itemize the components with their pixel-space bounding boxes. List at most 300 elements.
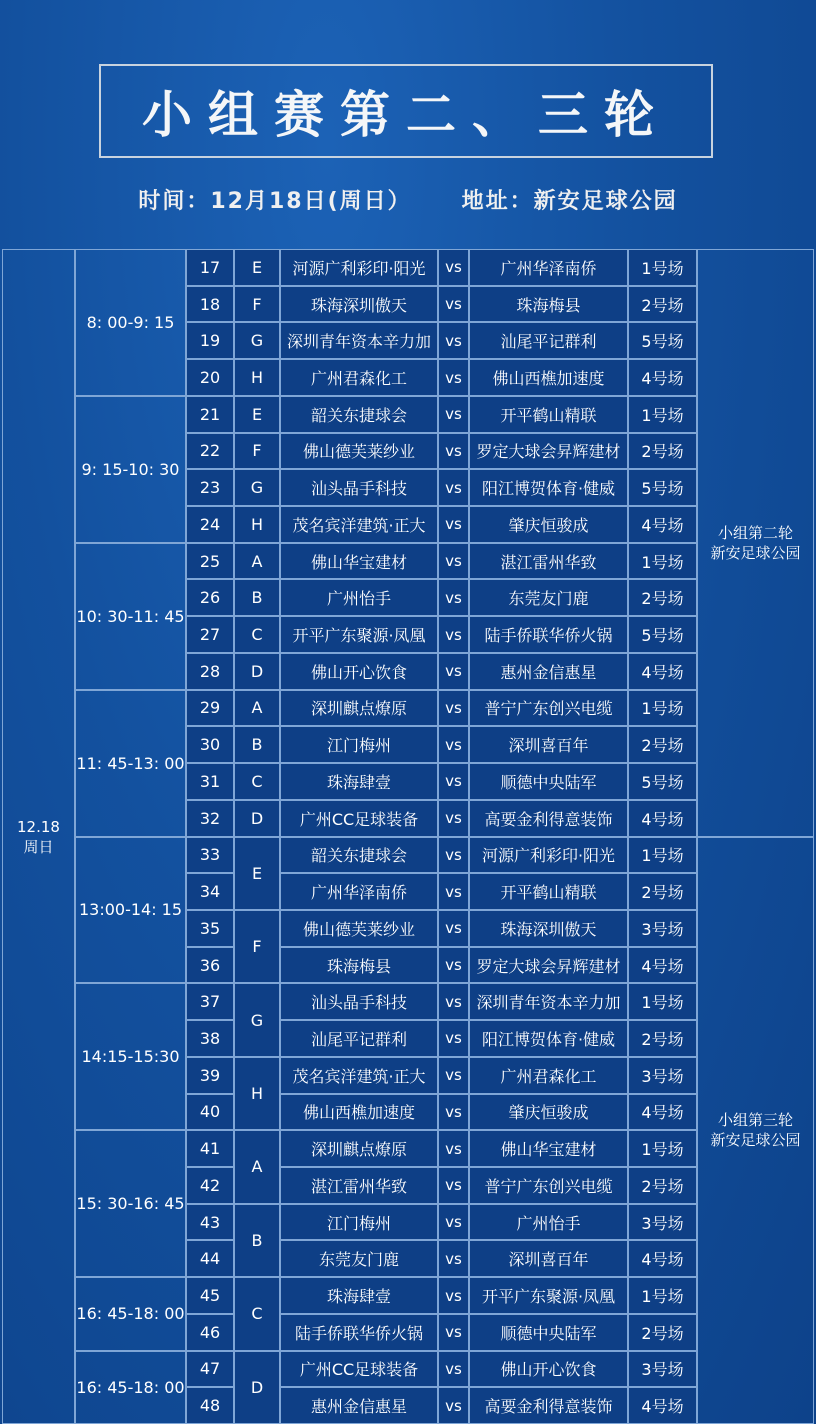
away-team-name: 开平鹤山精联 [500, 405, 597, 425]
group-label: B [251, 1230, 263, 1250]
field-label: 4号场 [641, 809, 684, 829]
vs-cell [438, 983, 469, 1020]
away-team-name: 阳江博贺体育·健威 [481, 479, 616, 499]
match-number: 19 [199, 331, 221, 351]
match-number: 32 [199, 808, 221, 828]
away-team-cell [469, 910, 628, 947]
vs-cell [438, 837, 469, 874]
home-team-cell [280, 543, 438, 580]
vs-cell [438, 1167, 469, 1204]
vs-label: vs [445, 1029, 462, 1048]
field-label: 4号场 [641, 956, 684, 976]
away-team-cell [469, 726, 628, 763]
match-number-cell [186, 837, 234, 874]
home-team-name: 河源广利彩印·阳光 [292, 258, 426, 278]
title-frame [99, 64, 713, 158]
home-team-cell [280, 322, 438, 359]
away-team-cell [469, 616, 628, 653]
group-cell [234, 726, 280, 763]
vs-label: vs [445, 441, 462, 460]
home-team-name: 茂名宾洋建筑·正大 [292, 1066, 426, 1086]
away-team-cell [469, 506, 628, 543]
away-team-cell [469, 469, 628, 506]
home-team-cell [280, 433, 438, 470]
away-team-cell [469, 249, 628, 286]
home-team-name: 佛山德芙莱纱业 [302, 919, 415, 939]
field-label: 4号场 [641, 369, 684, 389]
vs-label: vs [445, 698, 462, 717]
field-label: 2号场 [641, 1323, 684, 1343]
away-team-cell [469, 1204, 628, 1241]
field-label: 3号场 [641, 1066, 684, 1086]
group-cell [234, 396, 280, 433]
home-team-name: 湛江雷州华致 [310, 1176, 407, 1196]
away-team-name: 广州华泽南侨 [500, 258, 597, 278]
time-slot-cell [75, 837, 186, 984]
away-team-name: 珠海深圳傲天 [500, 919, 597, 939]
group-cell [234, 616, 280, 653]
match-number: 20 [199, 368, 221, 388]
venue-label: 新安足球公园 [710, 543, 801, 562]
match-number: 41 [199, 1139, 221, 1159]
home-team-name: 深圳麒点燎原 [310, 699, 407, 719]
match-number-cell [186, 1240, 234, 1277]
away-team-cell [469, 947, 628, 984]
away-team-name: 湛江雷州华致 [500, 552, 597, 572]
field-cell [628, 910, 697, 947]
group-label: C [251, 625, 263, 645]
field-label: 2号场 [641, 442, 684, 462]
vs-cell [438, 249, 469, 286]
match-number: 29 [199, 698, 221, 718]
away-team-name: 珠海梅县 [516, 295, 581, 315]
vs-label: vs [445, 1066, 462, 1085]
vs-label: vs [445, 368, 462, 387]
home-team-name: 江门梅州 [326, 736, 391, 756]
vs-cell [438, 1314, 469, 1351]
group-cell [234, 359, 280, 396]
home-team-cell [280, 726, 438, 763]
time-info: 时间：12月18日(周日） [138, 189, 412, 214]
field-label: 2号场 [641, 1029, 684, 1049]
match-number: 35 [199, 918, 221, 938]
field-cell [628, 1351, 697, 1388]
vs-label: vs [445, 588, 462, 607]
home-team-name: 珠海梅县 [326, 956, 391, 976]
match-number-cell [186, 249, 234, 286]
match-number: 40 [199, 1102, 221, 1122]
field-cell [628, 1204, 697, 1241]
match-number: 30 [199, 735, 221, 755]
home-team-name: 汕头晶手科技 [310, 479, 407, 499]
home-team-name: 茂名宾洋建筑·正大 [292, 515, 426, 535]
field-label: 1号场 [641, 699, 684, 719]
vs-label: vs [445, 1176, 462, 1195]
match-number-cell [186, 286, 234, 323]
group-label: E [251, 863, 263, 883]
group-cell [234, 506, 280, 543]
vs-cell [438, 947, 469, 984]
field-label: 5号场 [641, 332, 684, 352]
match-number: 48 [199, 1396, 221, 1416]
field-label: 3号场 [641, 919, 684, 939]
field-cell [628, 800, 697, 837]
home-team-name: 汕头晶手科技 [310, 993, 407, 1013]
field-label: 1号场 [641, 846, 684, 866]
home-team-cell [280, 1240, 438, 1277]
time-slot-cell [75, 1351, 186, 1424]
away-team-name: 陆手侨联华侨火锅 [484, 626, 613, 646]
away-team-name: 肇庆恒骏成 [508, 515, 589, 535]
away-team-cell [469, 653, 628, 690]
field-cell [628, 1277, 697, 1314]
vs-cell [438, 543, 469, 580]
match-number: 21 [199, 404, 221, 424]
away-team-cell [469, 1277, 628, 1314]
away-team-name: 佛山西樵加速度 [492, 369, 605, 389]
home-team-cell [280, 469, 438, 506]
field-label: 4号场 [641, 1397, 684, 1417]
home-team-name: 韶关东捷球会 [310, 846, 407, 866]
away-team-cell [469, 1094, 628, 1131]
away-team-cell [469, 1020, 628, 1057]
vs-label: vs [445, 1102, 462, 1121]
vs-label: vs [445, 515, 462, 534]
away-team-cell [469, 1130, 628, 1167]
away-team-cell [469, 837, 628, 874]
match-number: 46 [199, 1322, 221, 1342]
vs-label: vs [445, 1323, 462, 1342]
match-number-cell [186, 726, 234, 763]
away-team-name: 高要金利得意装饰 [484, 1397, 613, 1417]
time-slot-label: 9: 15-10: 30 [81, 459, 180, 479]
field-label: 3号场 [641, 1360, 684, 1380]
time-slot-cell [75, 396, 186, 543]
home-team-cell [280, 910, 438, 947]
home-team-cell [280, 359, 438, 396]
away-team-name: 广州怡手 [516, 1213, 581, 1233]
match-number-cell [186, 947, 234, 984]
match-number: 24 [199, 514, 221, 534]
field-cell [628, 286, 697, 323]
home-team-cell [280, 1094, 438, 1131]
match-number: 37 [199, 992, 221, 1012]
match-number-cell [186, 1020, 234, 1057]
field-label: 2号场 [641, 589, 684, 609]
group-label: E [251, 404, 263, 424]
home-team-cell [280, 286, 438, 323]
away-team-cell [469, 873, 628, 910]
field-cell [628, 543, 697, 580]
away-team-name: 开平鹤山精联 [500, 883, 597, 903]
away-team-name: 高要金利得意装饰 [484, 809, 613, 829]
field-label: 2号场 [641, 1176, 684, 1196]
field-cell [628, 433, 697, 470]
group-cell [234, 690, 280, 727]
group-cell [234, 800, 280, 837]
home-team-name: 广州君森化工 [310, 369, 407, 389]
match-number: 27 [199, 625, 221, 645]
match-number: 43 [199, 1212, 221, 1232]
vs-label: vs [445, 882, 462, 901]
home-team-cell [280, 579, 438, 616]
away-team-name: 深圳喜百年 [508, 1250, 589, 1270]
field-label: 5号场 [641, 626, 684, 646]
match-number-cell [186, 1277, 234, 1314]
group-label: G [250, 331, 264, 351]
vs-label: vs [445, 331, 462, 350]
group-label: G [250, 478, 264, 498]
match-number: 39 [199, 1065, 221, 1085]
match-number-cell [186, 469, 234, 506]
group-cell [234, 433, 280, 470]
field-cell [628, 1094, 697, 1131]
match-number-cell [186, 1130, 234, 1167]
date-label: 12.18 [17, 817, 60, 836]
away-team-cell [469, 396, 628, 433]
group-cell [234, 1204, 280, 1277]
vs-cell [438, 433, 469, 470]
away-team-cell [469, 359, 628, 396]
field-label: 1号场 [641, 552, 684, 572]
home-team-name: 佛山西樵加速度 [302, 1103, 415, 1123]
group-label: D [250, 808, 264, 828]
time-slot-cell [75, 1277, 186, 1350]
field-cell [628, 396, 697, 433]
field-cell [628, 947, 697, 984]
vs-label: vs [445, 956, 462, 975]
field-cell [628, 690, 697, 727]
field-cell [628, 249, 697, 286]
home-team-cell [280, 1351, 438, 1388]
vs-label: vs [445, 1396, 462, 1415]
weekday-label: 周日 [23, 837, 54, 856]
vs-label: vs [445, 1359, 462, 1378]
vs-label: vs [445, 625, 462, 644]
home-team-name: 深圳青年资本辛力加 [286, 332, 431, 352]
away-team-cell [469, 322, 628, 359]
field-cell [628, 1240, 697, 1277]
group-label: F [252, 937, 262, 957]
vs-cell [438, 1204, 469, 1241]
time-slot-cell [75, 983, 186, 1130]
home-team-name: 惠州金信惠星 [310, 1397, 407, 1417]
match-number: 38 [199, 1028, 221, 1048]
match-number: 17 [199, 257, 221, 277]
field-label: 4号场 [641, 662, 684, 682]
home-team-name: 广州华泽南侨 [310, 883, 407, 903]
match-number: 42 [199, 1175, 221, 1195]
home-team-cell [280, 690, 438, 727]
field-label: 4号场 [641, 1250, 684, 1270]
vs-cell [438, 653, 469, 690]
group-label: H [250, 514, 264, 534]
time-slot-label: 11: 45-13: 00 [76, 753, 185, 773]
away-team-name: 普宁广东创兴电缆 [484, 1176, 613, 1196]
time-slot-label: 16: 45-18: 00 [76, 1377, 185, 1397]
vs-label: vs [445, 735, 462, 754]
vs-label: vs [445, 478, 462, 497]
vs-label: vs [445, 662, 462, 681]
field-cell [628, 1020, 697, 1057]
field-label: 1号场 [641, 258, 684, 278]
group-cell [234, 1351, 280, 1424]
away-team-cell [469, 800, 628, 837]
group-label: E [251, 257, 263, 277]
away-team-name: 罗定大球会昇辉建材 [476, 442, 621, 462]
time-slot-label: 8: 00-9: 15 [86, 312, 175, 332]
match-number-cell [186, 359, 234, 396]
home-team-cell [280, 873, 438, 910]
field-cell [628, 983, 697, 1020]
date-cell [2, 249, 75, 1424]
home-team-name: 韶关东捷球会 [310, 405, 407, 425]
away-team-cell [469, 1387, 628, 1424]
match-number: 25 [199, 551, 221, 571]
field-cell [628, 763, 697, 800]
home-team-name: 深圳麒点燎原 [310, 1140, 407, 1160]
home-team-cell [280, 837, 438, 874]
group-cell [234, 910, 280, 983]
round-label: 小组第二轮 [717, 523, 793, 542]
home-team-name: 东莞友门鹿 [318, 1250, 399, 1270]
group-label: F [252, 441, 262, 461]
home-team-name: 汕尾平记群利 [310, 1029, 407, 1049]
group-cell [234, 1057, 280, 1130]
away-team-cell [469, 690, 628, 727]
away-team-cell [469, 433, 628, 470]
group-cell [234, 469, 280, 506]
match-number-cell [186, 1167, 234, 1204]
group-label: D [250, 661, 264, 681]
field-label: 4号场 [641, 515, 684, 535]
field-label: 5号场 [641, 479, 684, 499]
match-number-cell [186, 910, 234, 947]
venue-label: 新安足球公园 [710, 1131, 801, 1150]
vs-label: vs [445, 552, 462, 571]
home-team-cell [280, 1204, 438, 1241]
vs-cell [438, 579, 469, 616]
group-cell [234, 249, 280, 286]
field-cell [628, 1387, 697, 1424]
home-team-cell [280, 1314, 438, 1351]
vs-cell [438, 910, 469, 947]
vs-cell [438, 616, 469, 653]
match-number-cell [186, 690, 234, 727]
vs-cell [438, 1057, 469, 1094]
home-team-cell [280, 396, 438, 433]
time-slot-label: 14:15-15:30 [81, 1047, 180, 1067]
match-number-cell [186, 873, 234, 910]
home-team-cell [280, 1277, 438, 1314]
home-team-cell [280, 616, 438, 653]
group-label: H [250, 1084, 264, 1104]
group-cell [234, 653, 280, 690]
home-team-name: 佛山德芙莱纱业 [302, 442, 415, 462]
vs-label: vs [445, 405, 462, 424]
match-number-cell [186, 322, 234, 359]
home-team-name: 开平广东聚源·凤凰 [292, 626, 426, 646]
group-label: A [251, 698, 263, 718]
match-number: 44 [199, 1249, 221, 1269]
match-number-cell [186, 433, 234, 470]
time-slot-label: 16: 45-18: 00 [76, 1304, 185, 1324]
vs-cell [438, 1387, 469, 1424]
round-venue-cell [697, 249, 814, 837]
group-label: C [251, 771, 263, 791]
home-team-name: 广州CC足球装备 [299, 1360, 419, 1380]
away-team-name: 惠州金信惠星 [500, 662, 597, 682]
field-label: 1号场 [641, 993, 684, 1013]
address-info: 地址：新安足球公园 [461, 189, 678, 214]
vs-label: vs [445, 1286, 462, 1305]
group-label: H [250, 368, 264, 388]
group-cell [234, 837, 280, 910]
vs-label: vs [445, 845, 462, 864]
match-number: 18 [199, 294, 221, 314]
vs-cell [438, 1277, 469, 1314]
home-team-name: 珠海深圳傲天 [310, 295, 407, 315]
home-team-name: 陆手侨联华侨火锅 [294, 1323, 423, 1343]
away-team-name: 顺德中央陆军 [500, 1323, 597, 1343]
vs-cell [438, 506, 469, 543]
vs-cell [438, 1130, 469, 1167]
group-label: B [251, 588, 263, 608]
away-team-name: 广州君森化工 [500, 1066, 597, 1086]
match-number: 28 [199, 661, 221, 681]
away-team-name: 顺德中央陆军 [500, 772, 597, 792]
field-cell [628, 873, 697, 910]
field-label: 1号场 [641, 405, 684, 425]
field-cell [628, 1130, 697, 1167]
away-team-name: 佛山开心饮食 [500, 1360, 597, 1380]
vs-label: vs [445, 992, 462, 1011]
home-team-cell [280, 983, 438, 1020]
vs-cell [438, 396, 469, 433]
field-label: 2号场 [641, 295, 684, 315]
field-label: 2号场 [641, 736, 684, 756]
schedule-table [0, 249, 816, 1424]
time-slot-label: 13:00-14: 15 [78, 900, 183, 920]
time-slot-cell [75, 690, 186, 837]
match-number-cell [186, 396, 234, 433]
field-cell [628, 359, 697, 396]
vs-cell [438, 359, 469, 396]
time-slot-label: 15: 30-16: 45 [76, 1194, 185, 1214]
away-team-name: 肇庆恒骏成 [508, 1103, 589, 1123]
home-team-cell [280, 1167, 438, 1204]
group-cell [234, 1277, 280, 1350]
field-cell [628, 322, 697, 359]
time-slot-cell [75, 543, 186, 690]
away-team-cell [469, 1314, 628, 1351]
match-number-cell [186, 653, 234, 690]
away-team-name: 开平广东聚源·凤凰 [481, 1287, 616, 1307]
group-cell [234, 579, 280, 616]
match-number: 36 [199, 955, 221, 975]
match-number-cell [186, 506, 234, 543]
field-cell [628, 653, 697, 690]
field-label: 1号场 [641, 1287, 684, 1307]
away-team-name: 佛山华宝建材 [500, 1140, 597, 1160]
group-cell [234, 286, 280, 323]
match-number-cell [186, 800, 234, 837]
group-label: C [251, 1304, 263, 1324]
vs-label: vs [445, 809, 462, 828]
home-team-cell [280, 947, 438, 984]
away-team-name: 汕尾平记群利 [500, 332, 597, 352]
vs-cell [438, 690, 469, 727]
